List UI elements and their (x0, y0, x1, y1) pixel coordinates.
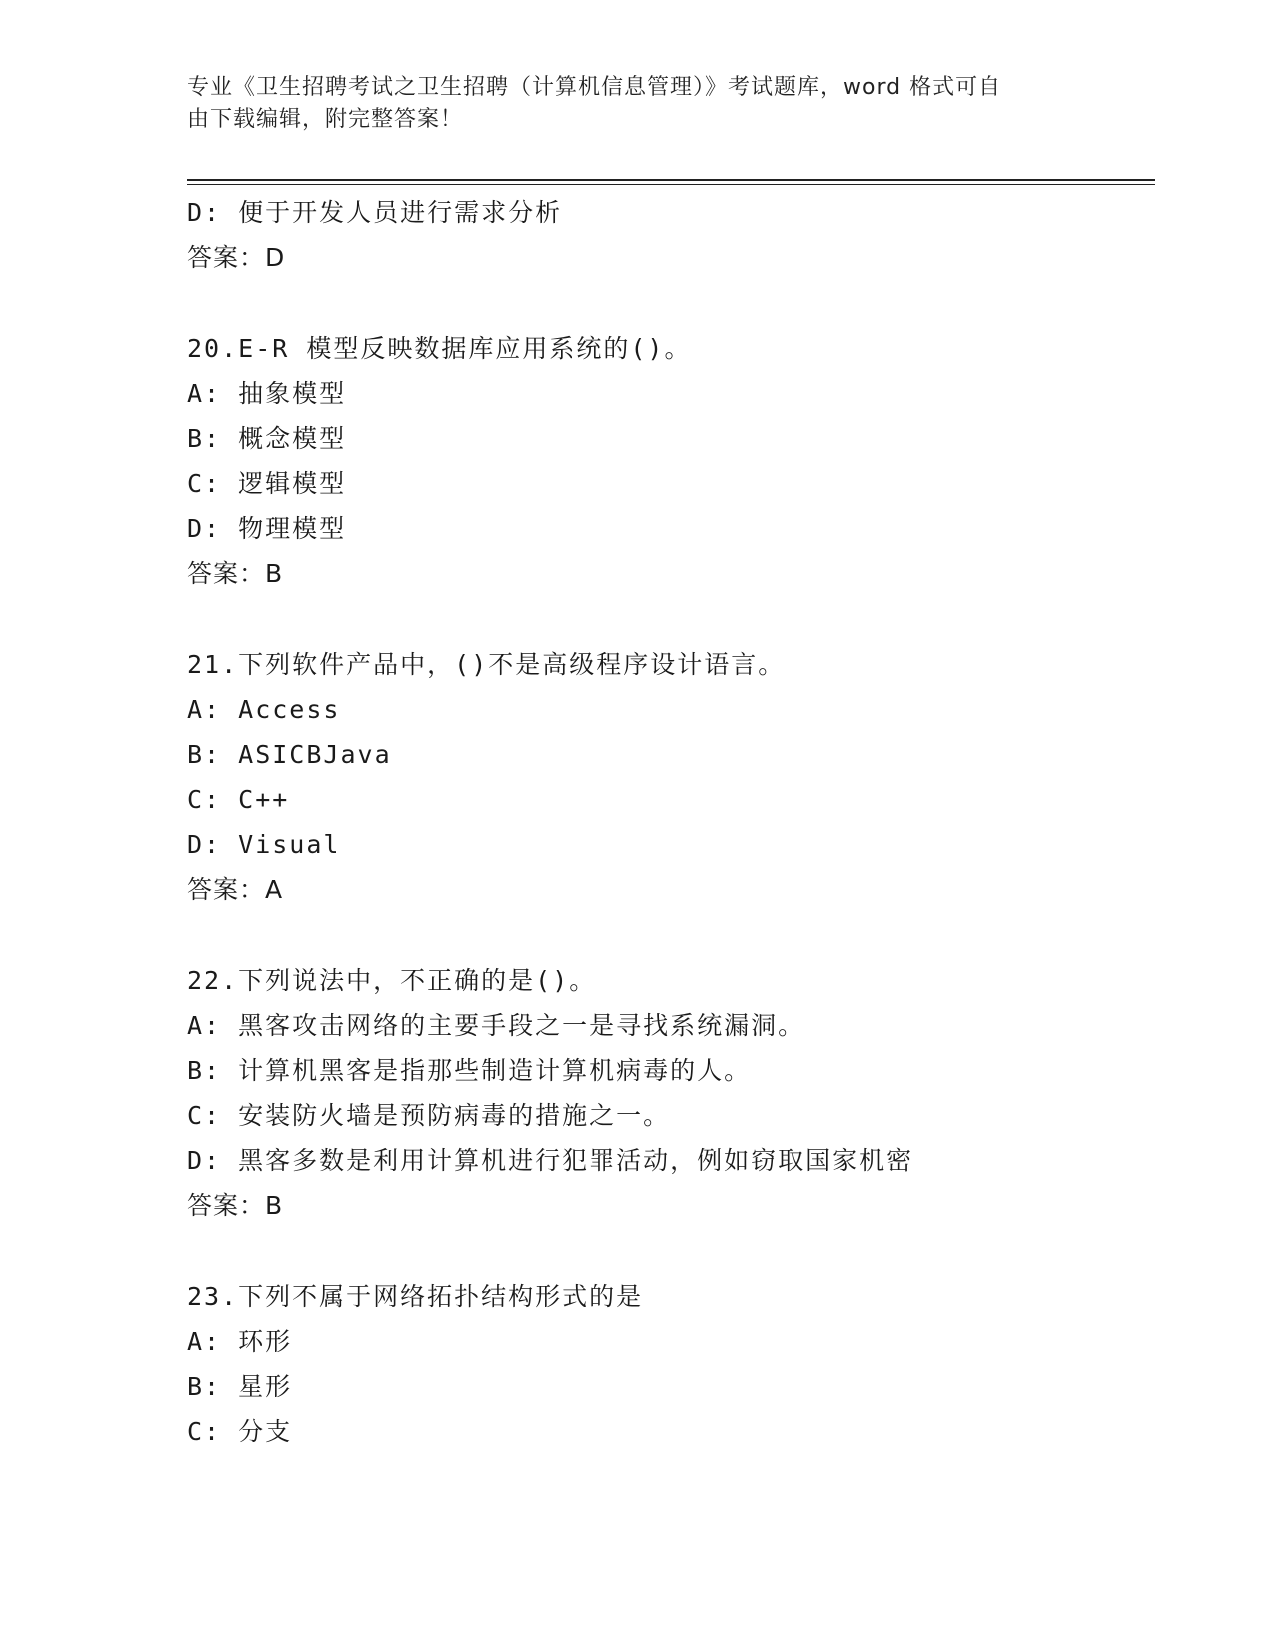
question-21 (187, 642, 1155, 912)
q22-option-a: A: 黑客攻击网络的主要手段之一是寻找系统漏洞。 (187, 1011, 806, 1040)
q22-stem: 22.下列说法中，不正确的是()。 (187, 966, 597, 995)
question-19-tail (187, 190, 1155, 280)
q21-option-c: C: C++ (187, 785, 290, 814)
q23-option-b: B: 星形 (187, 1372, 293, 1401)
header-divider-thin (187, 184, 1155, 185)
exam-content (187, 190, 1155, 1454)
q20-option-c: C: 逻辑模型 (187, 469, 347, 498)
q20-answer: 答案：B (187, 559, 284, 588)
q23-option-c: C: 分支 (187, 1417, 293, 1446)
spacer (187, 596, 1155, 642)
q21-option-a: A: Access (187, 695, 341, 724)
q21-answer: 答案：A (187, 875, 284, 904)
question-22 (187, 958, 1155, 1228)
q23-option-a: A: 环形 (187, 1327, 293, 1356)
q22-option-c: C: 安装防火墙是预防病毒的措施之一。 (187, 1101, 671, 1130)
header-line-2: 由下载编辑，附完整答案！ (187, 107, 464, 132)
spacer (187, 280, 1155, 326)
spacer (187, 912, 1155, 958)
header-divider-thick (187, 179, 1155, 181)
document-header (187, 72, 1067, 136)
q23-stem: 23.下列不属于网络拓扑结构形式的是 (187, 1282, 644, 1311)
q22-answer: 答案：B (187, 1191, 284, 1220)
q20-stem: 20.E-R 模型反映数据库应用系统的()。 (187, 334, 692, 363)
q19-option-d: D: 便于开发人员进行需求分析 (187, 198, 563, 227)
q22-option-d: D: 黑客多数是利用计算机进行犯罪活动，例如窃取国家机密 (187, 1146, 914, 1175)
q20-option-d: D: 物理模型 (187, 514, 347, 543)
q20-option-b: B: 概念模型 (187, 424, 347, 453)
q21-stem: 21.下列软件产品中，()不是高级程序设计语言。 (187, 650, 786, 679)
question-20 (187, 326, 1155, 596)
q19-answer: 答案：D (187, 243, 286, 272)
q22-option-b: B: 计算机黑客是指那些制造计算机病毒的人。 (187, 1056, 752, 1085)
q21-option-d: D: Visual (187, 830, 341, 859)
question-23 (187, 1274, 1155, 1454)
header-line-1: 专业《卫生招聘考试之卫生招聘（计算机信息管理）》考试题库，word 格式可自 (187, 75, 1002, 100)
spacer (187, 1228, 1155, 1274)
q20-option-a: A: 抽象模型 (187, 379, 347, 408)
q21-option-b: B: ASICBJava (187, 740, 392, 769)
